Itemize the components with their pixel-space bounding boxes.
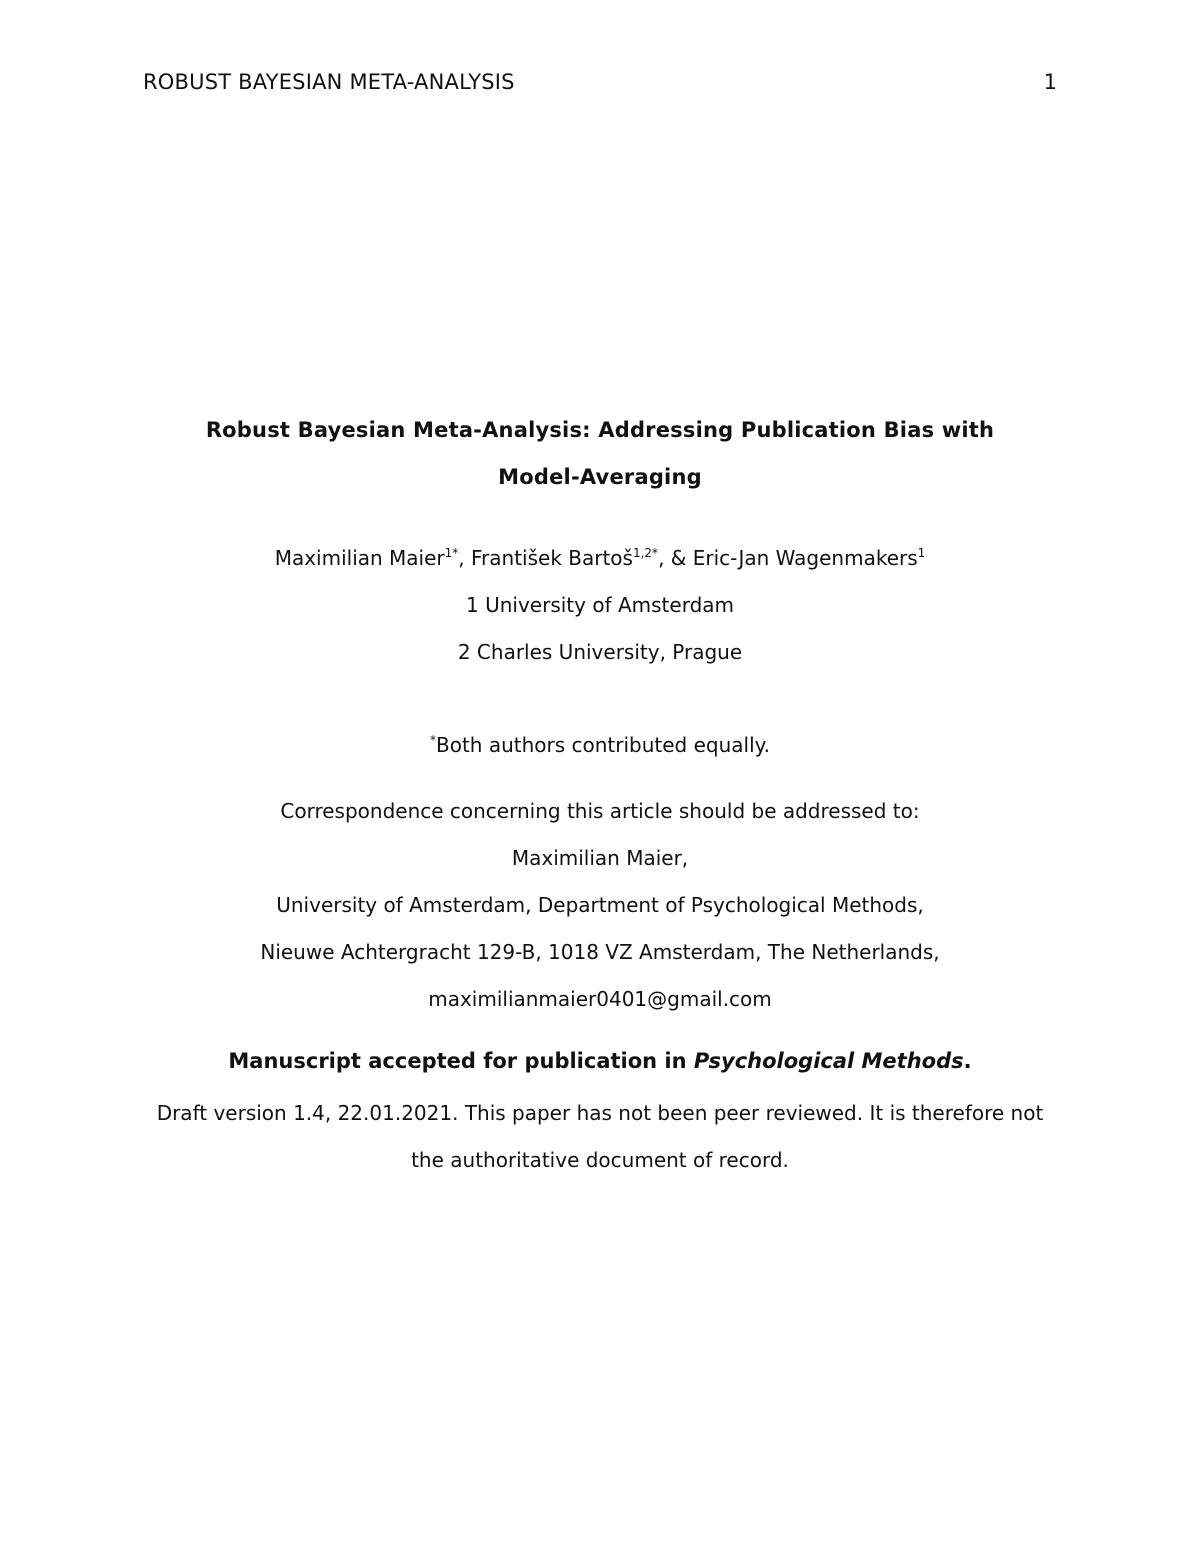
note-marker: * (429, 733, 436, 747)
author-name: František Bartoš (471, 546, 633, 570)
note-text: Both authors contributed equally. (435, 733, 770, 757)
author-affiliation-marker: 1,2* (632, 546, 659, 560)
title-line-1: Robust Bayesian Meta-Analysis: Addressing Publication Bias with (205, 418, 995, 442)
running-head: ROBUST BAYESIAN META-ANALYSIS (143, 70, 515, 94)
acceptance-statement (0, 1041, 1200, 1081)
paper-title (0, 407, 1200, 501)
correspondence-department: University of Amsterdam, Department of Psychological Methods, (276, 893, 924, 917)
draft-notice (0, 1090, 1200, 1184)
author-name: Eric-Jan Wagenmakers (692, 546, 918, 570)
author-separator: , (458, 546, 471, 570)
author-list (0, 535, 1200, 582)
note-line (0, 722, 1200, 769)
page-number: 1 (1043, 70, 1057, 94)
correspondence-name: Maximilian Maier, (511, 846, 689, 870)
acceptance-suffix: . (963, 1049, 972, 1073)
title-line-2: Model-Averaging (498, 465, 702, 489)
equal-contribution-note (0, 722, 1200, 769)
draft-line-2: the authoritative document of record. (411, 1148, 789, 1172)
affiliation-2: 2 Charles University, Prague (457, 640, 743, 664)
author-affiliation-marker: 1* (444, 546, 459, 560)
acceptance-line (0, 1041, 1200, 1081)
affiliation-1: 1 University of Amsterdam (466, 593, 734, 617)
author-block (0, 535, 1200, 676)
draft-line-1: Draft version 1.4, 22.01.2021. This paper has not been peer reviewed. It is therefore not (156, 1101, 1044, 1125)
correspondence-block (0, 788, 1200, 1023)
journal-name: Psychological Methods (693, 1049, 964, 1073)
correspondence-email: maximilianmaier0401@gmail.com (428, 987, 772, 1011)
correspondence-address: Nieuwe Achtergracht 129-B, 1018 VZ Amsterdam, The Netherlands, (260, 940, 940, 964)
author-affiliation-marker: 1 (917, 546, 926, 560)
author-separator: , & (658, 546, 693, 570)
correspondence-intro: Correspondence concerning this article should be addressed to: (280, 799, 920, 823)
acceptance-prefix: Manuscript accepted for publication in (228, 1049, 694, 1073)
author-name: Maximilian Maier (274, 546, 445, 570)
